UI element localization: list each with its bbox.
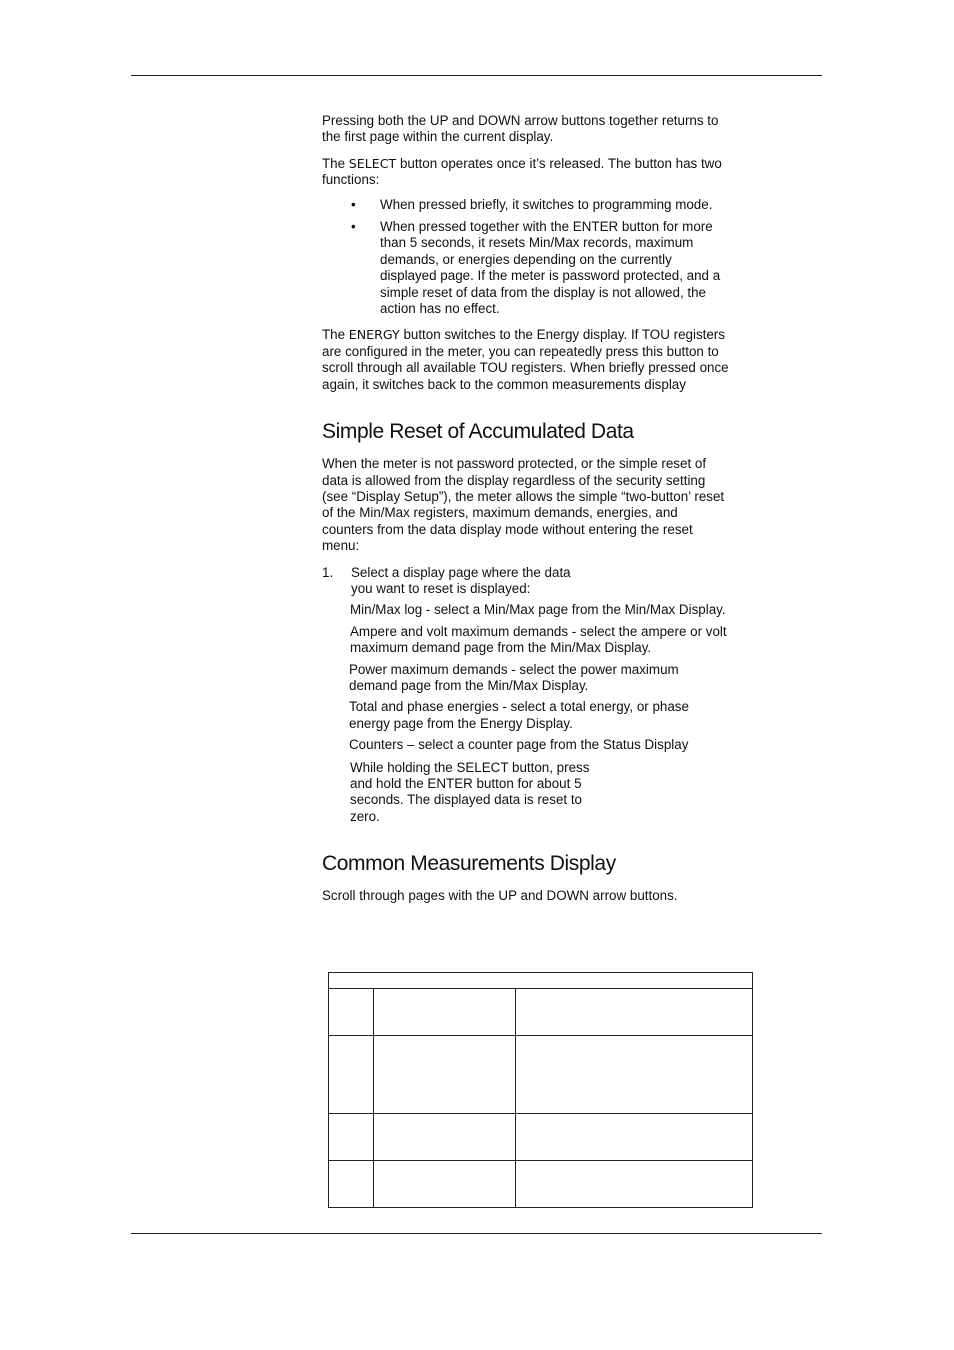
footer-rule — [131, 1233, 822, 1234]
measurements-grid — [328, 972, 753, 1208]
list-item-text: When pressed together with the ENTER button for more than 5 seconds, it resets Min/Max records, maximum demands, or energies depending on the currently displayed page. If the meter is password protected, and a simple reset of data from the display is not allowed, the action has no effect. — [380, 219, 721, 317]
table-header-row — [329, 973, 753, 989]
list-item-text: When pressed briefly, it switches to programming mode. — [380, 196, 713, 212]
table-row — [329, 1036, 753, 1114]
step-line: Select a display page where the data — [351, 564, 571, 580]
common-paragraph: Scroll through pages with the UP and DOWN arrow buttons. — [322, 888, 678, 904]
list-item — [322, 197, 730, 213]
intro-paragraph-2 — [322, 156, 730, 189]
page-content — [322, 113, 730, 905]
bullet-icon: • — [351, 219, 356, 235]
text-run: The — [322, 155, 349, 171]
text-run: button switches to the Energy display. If TOU registers are configured in the meter, you can repeatedly press this button to scroll through all available TOU registers. When briefly pressed once again, it switches back to the common measurements display — [322, 327, 729, 392]
table-cell — [329, 1036, 374, 1114]
reset-paragraph: When the meter is not password protected, or the simple reset of data is allowed from the display regardless of the security setting (see “Display Setup”), the meter allows the simple “two-button’ reset of the Min/Max registers, maximum demands, energies, and counters from the data display mode without entering the reset menu: — [322, 456, 725, 554]
select-functions-list — [322, 197, 730, 318]
table-row — [329, 989, 753, 1036]
reset-option-energies: Total and phase energies - select a total energy, or phase energy page from the Energy Display. — [349, 699, 689, 731]
table-cell — [515, 989, 752, 1036]
list-item — [322, 219, 730, 317]
intro-paragraph-1: Pressing both the UP and DOWN arrow buttons together returns to the first page within the current display. — [322, 113, 719, 145]
text-run: button operates once it’s released. The button has two functions: — [322, 155, 722, 188]
reset-option-counters: Counters – select a counter page from the Status Display — [349, 737, 689, 753]
table-cell — [373, 1114, 515, 1161]
table-cell — [373, 1036, 515, 1114]
step-number: 1. — [322, 564, 334, 580]
table-cell — [373, 1161, 515, 1208]
select-keyword: SELECT — [348, 155, 397, 171]
step-line: you want to reset is displayed: — [351, 580, 531, 596]
table-cell — [515, 1114, 752, 1161]
reset-step-1 — [322, 565, 730, 598]
table-cell — [373, 989, 515, 1036]
reset-option-ampere-volt: Ampere and volt maximum demands - select the ampere or volt maximum demand page from the Min/Max Display. — [350, 623, 727, 656]
reset-option-power: Power maximum demands - select the power maximum demand page from the Min/Max Display. — [349, 661, 679, 693]
table-cell — [329, 989, 374, 1036]
section-heading-common: Common Measurements Display — [322, 852, 616, 876]
bullet-icon: • — [351, 196, 356, 212]
text-run: The — [322, 327, 349, 343]
section-heading-reset: Simple Reset of Accumulated Data — [322, 420, 634, 444]
table-row — [329, 1161, 753, 1208]
header-rule — [131, 75, 822, 76]
intro-paragraph-3 — [322, 327, 730, 393]
reset-step-2: While holding the SELECT button, press and hold the ENTER button for about 5 seconds. The displayed data is reset to zero. — [350, 759, 590, 824]
table-header-cell — [329, 973, 753, 989]
reset-option-minmax: Min/Max log - select a Min/Max page from the Min/Max Display. — [350, 602, 726, 618]
measurements-table — [328, 972, 753, 1208]
energy-keyword: ENERGY — [348, 327, 400, 343]
table-cell — [515, 1161, 752, 1208]
table-cell — [329, 1161, 374, 1208]
table-cell — [329, 1114, 374, 1161]
table-cell — [515, 1036, 752, 1114]
table-row — [329, 1114, 753, 1161]
